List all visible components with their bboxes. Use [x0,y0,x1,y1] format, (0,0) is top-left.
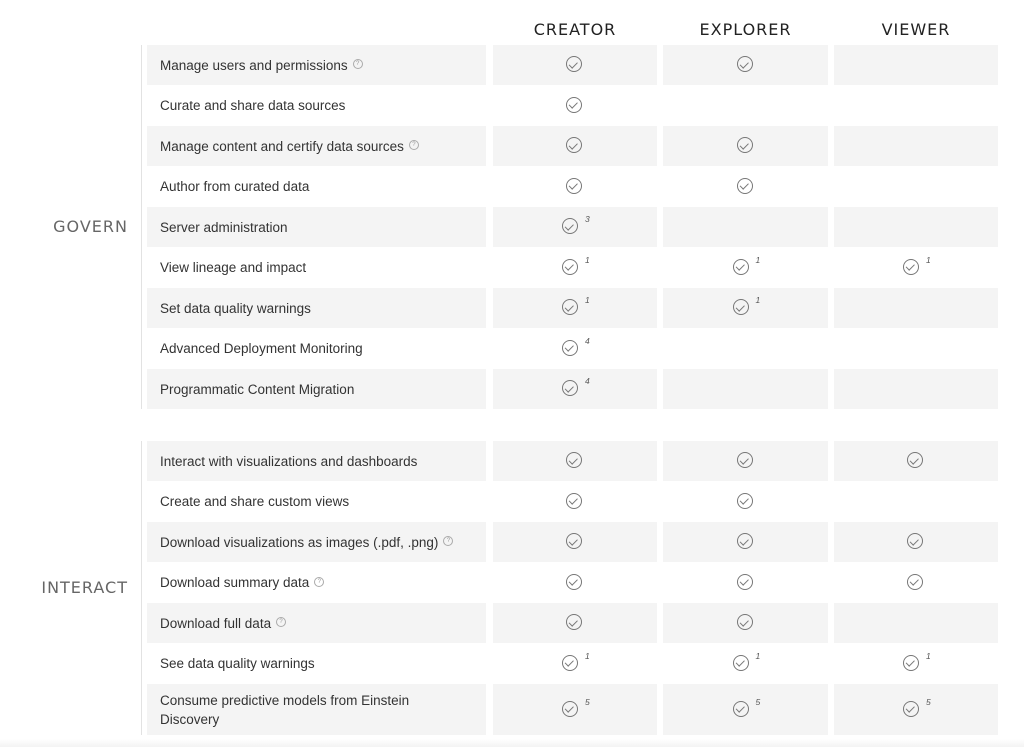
feature-cell [147,288,486,328]
column-header-creator: CREATOR [533,20,617,39]
tier-cell-viewer [834,288,998,328]
feature-cell [147,441,486,481]
feature-cell [147,684,486,735]
bottom-fade [0,739,1024,747]
feature-cell [147,603,486,643]
table-row [147,85,998,126]
tier-cell-explorer [663,328,828,369]
info-circle-icon[interactable]: ? [353,59,363,69]
feature-label: Server administration [160,219,288,235]
feature-cell [147,45,486,85]
footnote-marker[interactable]: 1 [926,650,931,661]
tier-cell-viewer [834,207,998,247]
check-circle-icon [562,299,578,315]
table-row [147,288,998,328]
feature-cell [147,166,486,207]
tier-cell-creator [493,441,657,481]
table-row [147,45,998,85]
feature-cell [147,126,486,166]
check-circle-icon [737,137,753,153]
check-circle-icon [737,533,753,549]
tier-cell-creator [493,562,657,603]
check-circle-icon [562,218,578,234]
table-row [147,247,998,288]
check-circle-icon [566,574,582,590]
footnote-marker[interactable]: 1 [585,254,590,265]
tier-cell-viewer [834,441,998,481]
check-circle-icon [562,259,578,275]
check-circle-icon [566,493,582,509]
check-circle-icon [907,574,923,590]
info-circle-icon[interactable]: ? [409,140,419,150]
check-circle-icon [566,97,582,113]
tier-cell-explorer [663,166,828,207]
check-circle-icon [737,614,753,630]
table-row [147,522,998,562]
section-label-govern: GOVERN [53,217,128,236]
feature-label: Manage users and permissions [160,57,348,73]
table-row [147,328,998,369]
footnote-marker[interactable]: 5 [755,696,761,707]
tier-cell-viewer [834,45,998,85]
tier-cell-creator [493,522,657,562]
footnote-marker[interactable]: 1 [926,254,931,265]
check-circle-icon [737,56,753,72]
feature-label: Advanced Deployment Monitoring [160,341,363,356]
feature-label: Download summary data [160,575,310,590]
feature-label: Download visualizations as images (.pdf, .png) [160,534,439,550]
table-row [147,207,998,247]
tier-cell-explorer [663,684,828,735]
info-circle-icon[interactable]: ? [276,617,286,627]
check-circle-icon [566,178,582,194]
tier-cell-explorer [663,369,828,409]
check-circle-icon [566,56,582,72]
section-divider [141,45,142,409]
column-header-explorer: EXPLORER [699,20,792,39]
tier-cell-creator [493,166,657,207]
footnote-marker[interactable]: 1 [585,650,590,661]
check-circle-icon [903,701,919,717]
feature-label: Download full data [160,615,272,631]
tier-cell-creator [493,369,657,409]
tier-cell-creator [493,45,657,85]
tier-cell-explorer [663,288,828,328]
table-row [147,166,998,207]
check-circle-icon [566,137,582,153]
tier-cell-creator [493,328,657,369]
tier-cell-viewer [834,85,998,126]
check-circle-icon [737,452,753,468]
tier-cell-explorer [663,207,828,247]
feature-cell [147,643,486,684]
footnote-marker[interactable]: 1 [755,650,761,661]
feature-cell [147,328,486,369]
tier-cell-viewer [834,562,998,603]
footnote-marker[interactable]: 1 [755,295,761,305]
check-circle-icon [566,533,582,549]
footnote-marker[interactable]: 5 [585,696,590,707]
tier-cell-creator [493,603,657,643]
table-row [147,369,998,409]
tier-cell-viewer [834,481,998,522]
feature-label: Consume predictive models from Einstein Discovery [160,692,410,727]
tier-cell-viewer [834,247,998,288]
tier-cell-viewer [834,166,998,207]
tier-cell-creator [493,85,657,126]
table-row [147,562,998,603]
tier-cell-explorer [663,481,828,522]
info-circle-icon[interactable]: ? [443,536,453,546]
tier-cell-explorer [663,441,828,481]
feature-label: Manage content and certify data sources [160,138,404,154]
table-row [147,481,998,522]
check-circle-icon [733,299,749,315]
check-circle-icon [737,574,753,590]
feature-label: Set data quality warnings [160,300,311,316]
footnote-marker[interactable]: 5 [926,696,931,707]
feature-label: View lineage and impact [160,260,307,275]
feature-cell [147,481,486,522]
feature-label: See data quality warnings [160,656,315,671]
feature-label: Author from curated data [160,179,310,194]
tier-cell-creator [493,684,657,735]
feature-label: Interact with visualizations and dashboards [160,453,418,469]
feature-cell [147,207,486,247]
footnote-marker[interactable]: 4 [585,335,590,346]
check-circle-icon [737,493,753,509]
tier-cell-viewer [834,684,998,735]
tier-cell-explorer [663,45,828,85]
table-row [147,126,998,166]
table-row [147,684,998,735]
tier-cell-creator [493,481,657,522]
check-circle-icon [562,701,578,717]
tier-cell-creator [493,643,657,684]
tier-cell-viewer [834,126,998,166]
table-row [147,643,998,684]
feature-cell [147,369,486,409]
check-circle-icon [903,259,919,275]
tier-cell-explorer [663,85,828,126]
tier-cell-explorer [663,247,828,288]
tier-cell-explorer [663,126,828,166]
tier-cell-viewer [834,522,998,562]
footnote-marker[interactable]: 1 [585,295,590,305]
footnote-marker[interactable]: 3 [585,214,590,224]
table-row [147,441,998,481]
feature-cell [147,247,486,288]
tier-cell-creator [493,207,657,247]
check-circle-icon [566,614,582,630]
tier-cell-explorer [663,643,828,684]
feature-cell [147,522,486,562]
footnote-marker[interactable]: 1 [755,254,761,265]
tier-cell-explorer [663,562,828,603]
tier-cell-viewer [834,328,998,369]
tier-cell-creator [493,126,657,166]
check-circle-icon [566,452,582,468]
table-row [147,603,998,643]
check-circle-icon [562,340,578,356]
check-circle-icon [903,655,919,671]
tier-cell-viewer [834,603,998,643]
check-circle-icon [733,655,749,671]
feature-label: Create and share custom views [160,494,350,509]
tier-cell-viewer [834,643,998,684]
feature-cell [147,562,486,603]
tier-cell-explorer [663,603,828,643]
check-circle-icon [907,533,923,549]
check-circle-icon [737,178,753,194]
tier-cell-viewer [834,369,998,409]
feature-label: Programmatic Content Migration [160,381,355,397]
check-circle-icon [733,259,749,275]
tier-cell-creator [493,247,657,288]
check-circle-icon [907,452,923,468]
check-circle-icon [562,380,578,396]
check-circle-icon [733,701,749,717]
check-circle-icon [562,655,578,671]
section-label-interact: INTERACT [41,578,128,597]
column-header-viewer: VIEWER [881,20,951,39]
tier-cell-explorer [663,522,828,562]
feature-cell [147,85,486,126]
feature-label: Curate and share data sources [160,98,346,113]
tier-cell-creator [493,288,657,328]
info-circle-icon[interactable]: ? [314,577,324,587]
section-divider [141,441,142,735]
footnote-marker[interactable]: 4 [585,376,590,386]
